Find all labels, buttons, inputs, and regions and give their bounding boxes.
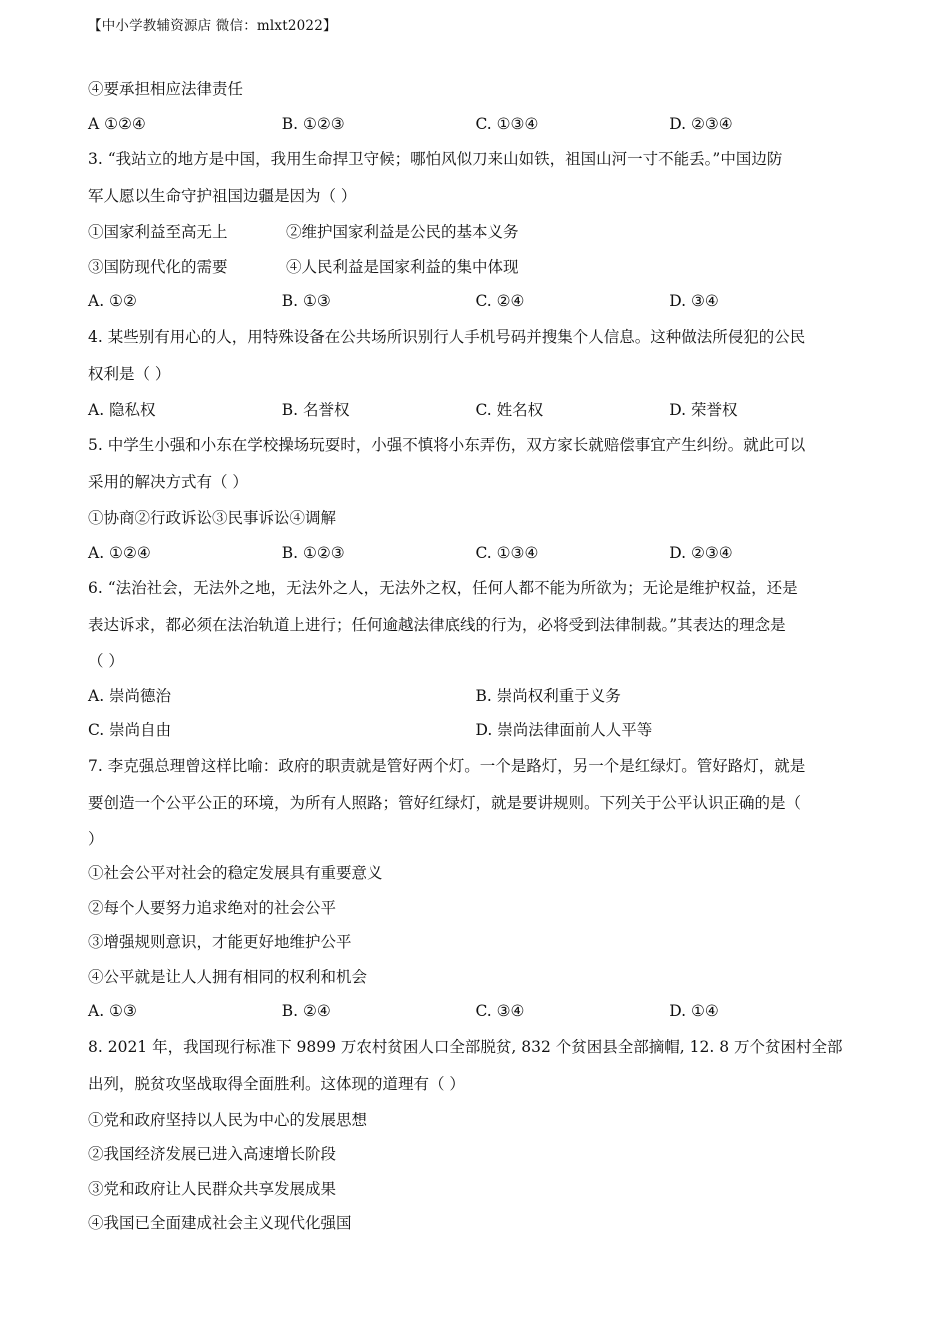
option-b: B. ①③: [281, 292, 331, 310]
option-b: B. ①②③: [281, 114, 345, 133]
option-d: D. ②③④: [669, 114, 733, 133]
question-8: [88, 1029, 863, 1241]
statement: ①协商②行政诉讼③民事诉讼④调解: [88, 509, 337, 527]
options-row: [88, 536, 863, 571]
statement: ④要承担相应法律责任: [88, 80, 244, 98]
option-c: C. ①③④: [475, 114, 539, 133]
statement: ②每个人要努力追求绝对的社会公平: [88, 898, 337, 917]
question-stem: 4. 某些别有用心的人，用特殊设备在公共场所识别行人手机号码并搜集个人信息。这种做法所侵犯的公民: [88, 327, 806, 346]
option-a: A. ①③: [88, 1002, 137, 1020]
page-header: 【中小学教辅资源店 微信：mlxt2022】: [88, 18, 337, 34]
question-stem: 8. 2021 年，我国现行标准下 9899 万农村贫困人口全部脱贫, 832 个贫困县全部摘帽, 12. 8 万个贫困村全部: [88, 1037, 843, 1056]
option-b: B. 崇尚权利重于义务: [475, 686, 621, 705]
question-7: [88, 748, 863, 1029]
options-row: [88, 713, 863, 748]
statement: ④我国已全面建成社会主义现代化强国: [88, 1214, 352, 1232]
option-c: C. ③④: [475, 1002, 525, 1020]
option-a: A. 隐私权: [88, 400, 156, 419]
statement: ②我国经济发展已进入高速增长阶段: [88, 1145, 337, 1163]
question-stem: 权利是（ ）: [88, 364, 171, 383]
options-row: [88, 393, 863, 428]
question-stem: 表达诉求，都必须在法治轨道上进行；任何逾越法律底线的行为，必将受到法律制裁。”其表达的理念是: [88, 616, 786, 634]
options-row: [88, 994, 863, 1029]
option-a: A. ①②: [88, 292, 137, 310]
question-6: [88, 570, 863, 748]
option-c: C. ①③④: [475, 543, 539, 562]
question-stem: （ ）: [88, 652, 124, 670]
option-d: D. ②③④: [669, 543, 733, 562]
option-a: A ①②④: [88, 114, 146, 133]
statement: ③国防现代化的需要: [88, 257, 228, 276]
options-row: [88, 284, 863, 319]
statement: ①党和政府坚持以人民为中心的发展思想: [88, 1110, 368, 1129]
question-3: [88, 141, 863, 319]
option-d: D. 荣誉权: [669, 400, 738, 419]
statement: ①社会公平对社会的稳定发展具有重要意义: [88, 864, 383, 882]
statement: ③党和政府让人民群众共享发展成果: [88, 1179, 337, 1198]
question-stem: 采用的解决方式有（ ）: [88, 473, 248, 491]
question-4: [88, 319, 863, 428]
option-b: B. ②④: [281, 1002, 331, 1020]
option-a: A. 崇尚德治: [88, 686, 172, 705]
exam-page: [88, 72, 863, 1241]
options-row: [88, 107, 863, 142]
statement: ④公平就是让人人拥有相同的权利和机会: [88, 967, 368, 986]
option-a: A. ①②④: [88, 543, 151, 562]
question-stem: 7. 李克强总理曾这样比喻：政府的职责就是管好两个灯。一个是路灯，另一个是红绿灯。管好路灯，就是: [88, 756, 806, 775]
question-stem: 要创造一个公平公正的环境，为所有人照路；管好红绿灯，就是要讲规则。下列关于公平认识正确的是（: [88, 793, 802, 812]
statement: ③增强规则意识，才能更好地维护公平: [88, 933, 352, 951]
question-5: [88, 427, 863, 570]
question-stem: 5. 中学生小强和小东在学校操场玩耍时，小强不慎将小东弄伤，双方家长就赔偿事宜产生纠纷。就此可以: [88, 436, 806, 454]
option-c: C. 崇尚自由: [88, 721, 172, 739]
option-d: D. ③④: [669, 292, 719, 310]
option-b: B. 名誉权: [281, 400, 350, 419]
option-d: D. ①④: [669, 1002, 719, 1020]
statement: ④人民利益是国家利益的集中体现: [286, 257, 519, 276]
option-c: C. ②④: [475, 292, 525, 310]
statement-pair: [88, 215, 863, 250]
statement: ②维护国家利益是公民的基本义务: [286, 223, 519, 241]
question-stem: 6. “法治社会，无法外之地，无法外之人，无法外之权，任何人都不能为所欲为；无论是维护权益，还是: [88, 579, 798, 597]
option-d: D. 崇尚法律面前人人平等: [475, 721, 653, 739]
statement-pair: [88, 250, 863, 285]
option-c: C. 姓名权: [475, 400, 544, 419]
question-stem: 出列，脱贫攻坚战取得全面胜利。这体现的道理有（ ）: [88, 1074, 465, 1093]
statement: ①国家利益至高无上: [88, 223, 228, 241]
question-stem: 3. “我站立的地方是中国，我用生命捍卫守候；哪怕风似刀来山如铁，祖国山河一寸不能丢。”中国边防: [88, 150, 783, 168]
question-stem: ）: [88, 829, 104, 848]
question-stem: 军人愿以生命守护祖国边疆是因为（ ）: [88, 187, 357, 205]
options-row: [88, 679, 863, 714]
option-b: B. ①②③: [281, 543, 345, 562]
